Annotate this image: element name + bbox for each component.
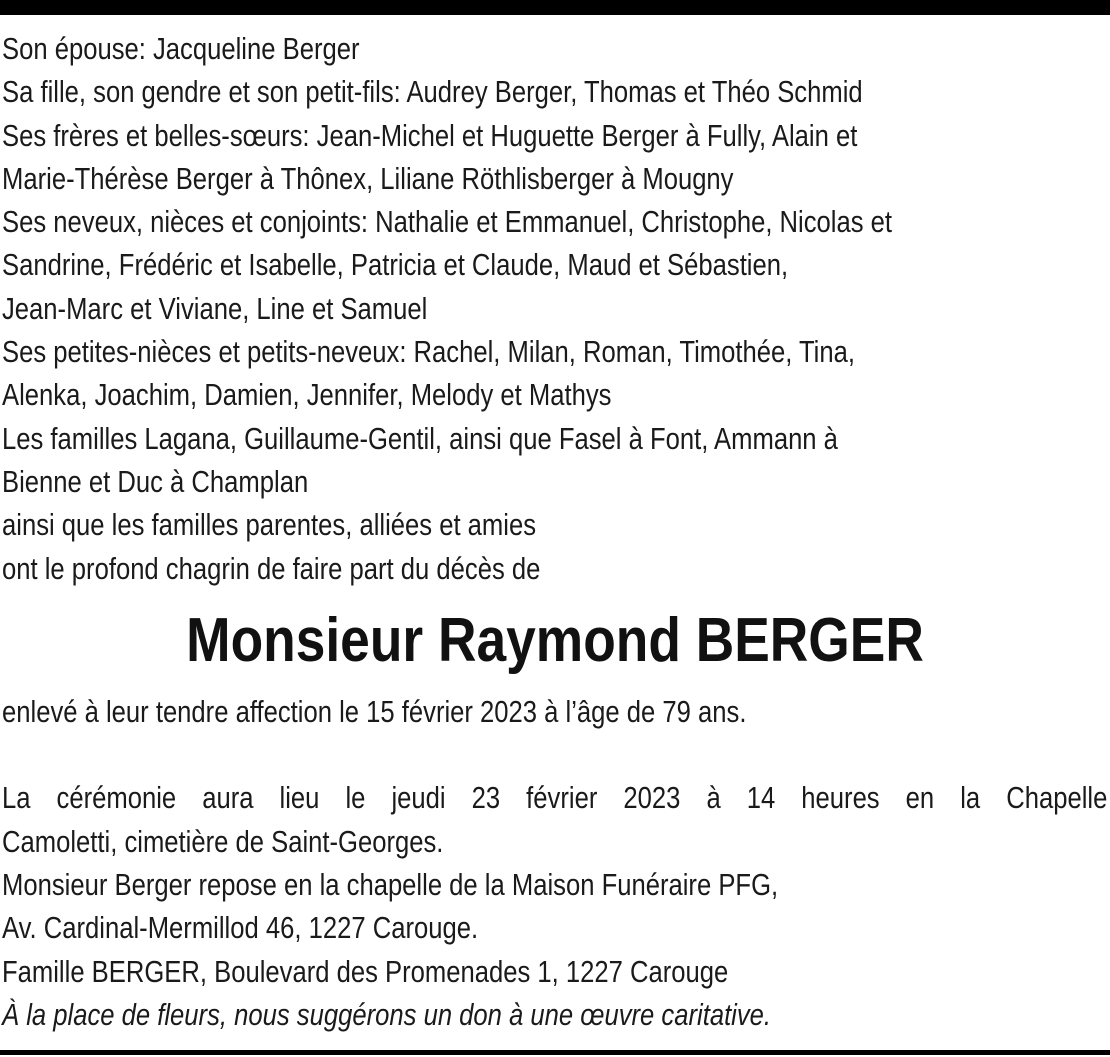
ceremony-word: à [706, 781, 721, 816]
family-address-line: Famille BERGER, Boulevard des Promenades 1, 1227 Carouge [2, 954, 729, 989]
ceremony-word: Chapelle [1006, 781, 1108, 816]
deceased-name: Monsieur Raymond BERGER [186, 605, 924, 675]
announcement-line: ont le profond chagrin de faire part du décès de [2, 551, 541, 586]
ceremony-word: le [345, 781, 366, 816]
ceremony-word: La [2, 781, 31, 816]
family-line-spouse: Son épouse: Jacqueline Berger [2, 32, 360, 66]
bottom-border-rule [0, 1050, 1110, 1055]
family-line-nephews-cont: Sandrine, Frédéric et Isabelle, Patricia et Claude, Maud et Sébastien, [2, 248, 789, 283]
ceremony-word: 2023 [623, 781, 681, 816]
ceremony-word: 14 [746, 781, 776, 816]
family-line-siblings-cont: Marie-Thérèse Berger à Thônex, Liliane Röthlisberger à Mougny [2, 161, 734, 196]
obituary-notice [2, 28, 1108, 1037]
family-line-nephews: Ses neveux, nièces et conjoints: Nathalie et Emmanuel, Christophe, Nicolas et [2, 205, 893, 240]
ceremony-word: cérémonie [56, 781, 177, 816]
family-line-siblings: Ses frères et belles-sœurs: Jean-Michel et Huguette Berger à Fully, Alain et [2, 118, 858, 153]
family-line-grandnephews-cont: Alenka, Joachim, Damien, Jennifer, Melody et Mathys [2, 378, 612, 413]
family-line-nephews-cont: Jean-Marc et Viviane, Line et Samuel [2, 291, 428, 326]
ceremony-word: février [526, 781, 598, 816]
ceremony-word: 23 [471, 781, 501, 816]
closing-note: À la place de fleurs, nous suggérons un don à une œuvre caritative. [2, 997, 772, 1032]
family-line-relatives: ainsi que les familles parentes, alliées et amies [2, 508, 537, 543]
repose-line: Monsieur Berger repose en la chapelle de la Maison Funéraire PFG, [2, 868, 779, 903]
ceremony-word: en [905, 781, 935, 816]
ceremony-word: lieu [279, 781, 320, 816]
ceremony-word: la [960, 781, 981, 816]
ceremony-word: heures [801, 781, 880, 816]
passing-line: enlevé à leur tendre affection le 15 février 2023 à l’âge de 79 ans. [2, 694, 747, 729]
ceremony-location-line: Camoletti, cimetière de Saint-Georges. [2, 824, 444, 859]
ceremony-word: aura [202, 781, 254, 816]
family-line-families-cont: Bienne et Duc à Champlan [2, 464, 309, 499]
family-line-families: Les familles Lagana, Guillaume-Gentil, ainsi que Fasel à Font, Ammann à [2, 421, 838, 456]
top-border-rule [0, 0, 1110, 15]
family-list [2, 28, 1108, 591]
paragraph-spacer [2, 734, 1108, 777]
family-line-grandnephews: Ses petites-nièces et petits-neveux: Rachel, Milan, Roman, Timothée, Tina, [2, 335, 855, 370]
family-line-daughter: Sa fille, son gendre et son petit-fils: Audrey Berger, Thomas et Théo Schmid [2, 75, 863, 110]
repose-address-line: Av. Cardinal-Mermillod 46, 1227 Carouge. [2, 911, 479, 946]
ceremony-line-justified [2, 777, 1107, 820]
ceremony-word: jeudi [391, 781, 446, 816]
